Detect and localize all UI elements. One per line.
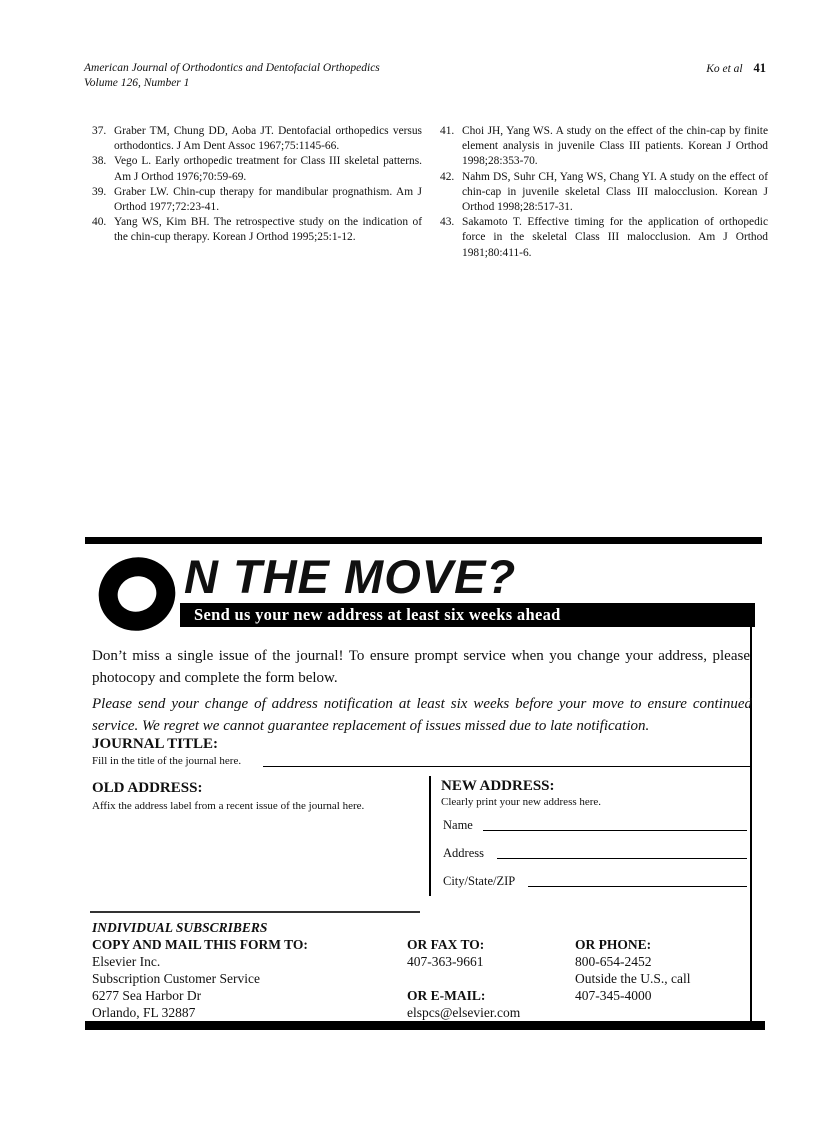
mail-label: COPY AND MAIL THIS FORM TO: [92, 937, 308, 952]
reference-text: Graber LW. Chin-cup therapy for mandibular prognathism. Am J Orthod 1977;72:23-41. [114, 185, 422, 214]
intro-paragraph: Don’t miss a single issue of the journal! To ensure prompt service when you change your address, please photocopy and complete the form below. [92, 648, 750, 686]
reference-number: 38. [92, 155, 107, 168]
address-divider [429, 776, 431, 896]
running-head-left [84, 61, 380, 91]
journal-volume: Volume 126, Number 1 [84, 77, 190, 89]
reference-number: 43. [440, 216, 455, 229]
bottom-rule-bar [85, 1021, 765, 1030]
phone-number-international: 407-345-4000 [575, 988, 652, 1003]
big-o-icon [94, 553, 180, 640]
notice-paragraph: Please send your change of address notification at least six weeks before your move to ensure continued service. We regret we cannot guarantee replacement of issues missed due to late notification. [92, 696, 752, 734]
fax-email-contact-block [407, 936, 520, 1021]
phone-contact-block [575, 936, 690, 1004]
phone-note: Outside the U.S., call [575, 971, 691, 986]
reference-number: 41. [440, 125, 455, 137]
subscribers-rule [90, 911, 420, 913]
journal-title-fill-line [263, 752, 750, 767]
reference-text: Nahm DS, Suhr CH, Yang WS, Chang YI. A study on the effect of chin-cap in juvenile skeletal Class III malocclusion. Korean J Orthod 1998;28:517-31. [462, 170, 768, 214]
name-fill-line [483, 818, 747, 831]
reference-text: Sakamoto T. Effective timing for the application of orthopedic force in the skeletal Class III malocclusion. Am J Orthod 1981;80:411-6. [462, 216, 768, 259]
reference-item [440, 215, 768, 261]
reference-text: Vego L. Early orthopedic treatment for Class III skeletal patterns. Am J Orthod 1976;70:59-69. [114, 155, 422, 183]
journal-name: American Journal of Orthodontics and Dentofacial Orthopedics [84, 62, 380, 74]
city-state-zip-field-label: City/State/ZIP [443, 874, 516, 888]
email-address: elspcs@elsevier.com [407, 1005, 521, 1020]
old-address-hint: Affix the address label from a recent issue of the journal here. [92, 800, 365, 812]
phone-label: OR PHONE: [575, 937, 652, 952]
journal-title-label: JOURNAL TITLE: [92, 736, 219, 752]
reference-number: 39. [92, 185, 107, 198]
mail-line: Subscription Customer Service [92, 971, 260, 986]
old-address-label: OLD ADDRESS: [92, 780, 203, 796]
reference-number: 37. [92, 125, 107, 137]
mail-line: 6277 Sea Harbor Dr [92, 988, 202, 1003]
email-label: OR E-MAIL: [407, 988, 486, 1003]
form-right-border [750, 627, 752, 1021]
new-address-hint: Clearly print your new address here. [441, 796, 602, 808]
reference-item [92, 215, 422, 245]
phone-number: 800-654-2452 [575, 954, 652, 969]
banner-strip: Send us your new address at least six weeks ahead [180, 603, 755, 627]
mail-line: Elsevier Inc. [92, 954, 161, 969]
city-state-zip-fill-line [528, 874, 747, 887]
individual-subscribers-heading: INDIVIDUAL SUBSCRIBERS [92, 920, 268, 935]
reference-item [92, 154, 422, 184]
mail-contact-block [92, 919, 308, 1021]
address-field-label: Address [443, 846, 484, 860]
running-head-right [706, 61, 766, 76]
references-column-left [92, 124, 422, 246]
name-field-label: Name [443, 818, 473, 832]
reference-item [92, 124, 422, 154]
mail-line: Orlando, FL 32887 [92, 1005, 196, 1020]
journal-title-hint: Fill in the title of the journal here. [92, 755, 242, 767]
spacer [407, 970, 520, 987]
reference-number: 42. [440, 170, 455, 183]
reference-text: Yang WS, Kim BH. The retrospective study on the indication of the chin-cup therapy. Korean J Orthod 1995;25:1-12. [114, 216, 422, 244]
reference-item [440, 124, 768, 170]
new-address-label: NEW ADDRESS: [441, 778, 555, 794]
reference-text: Choi JH, Yang WS. A study on the effect of the chin-cap by finite element analysis in juvenile Class III patients. Korean J Orthod 1998;28:353-70. [462, 125, 768, 168]
reference-text: Graber TM, Chung DD, Aoba JT. Dentofacial orthopedics versus orthodontics. J Am Dent Assoc 1967;75:1145-66. [114, 125, 422, 153]
reference-item [440, 170, 768, 216]
fax-number: 407-363-9661 [407, 954, 484, 969]
page-number: 41 [753, 61, 766, 75]
on-the-move-headline: N THE MOVE? [184, 550, 517, 603]
authors: Ko et al [706, 63, 743, 75]
reference-item [92, 185, 422, 215]
reference-number: 40. [92, 216, 107, 229]
address-fill-line [497, 846, 747, 859]
top-rule-bar [85, 537, 762, 544]
references-column-right [440, 124, 768, 261]
fax-label: OR FAX TO: [407, 937, 485, 952]
